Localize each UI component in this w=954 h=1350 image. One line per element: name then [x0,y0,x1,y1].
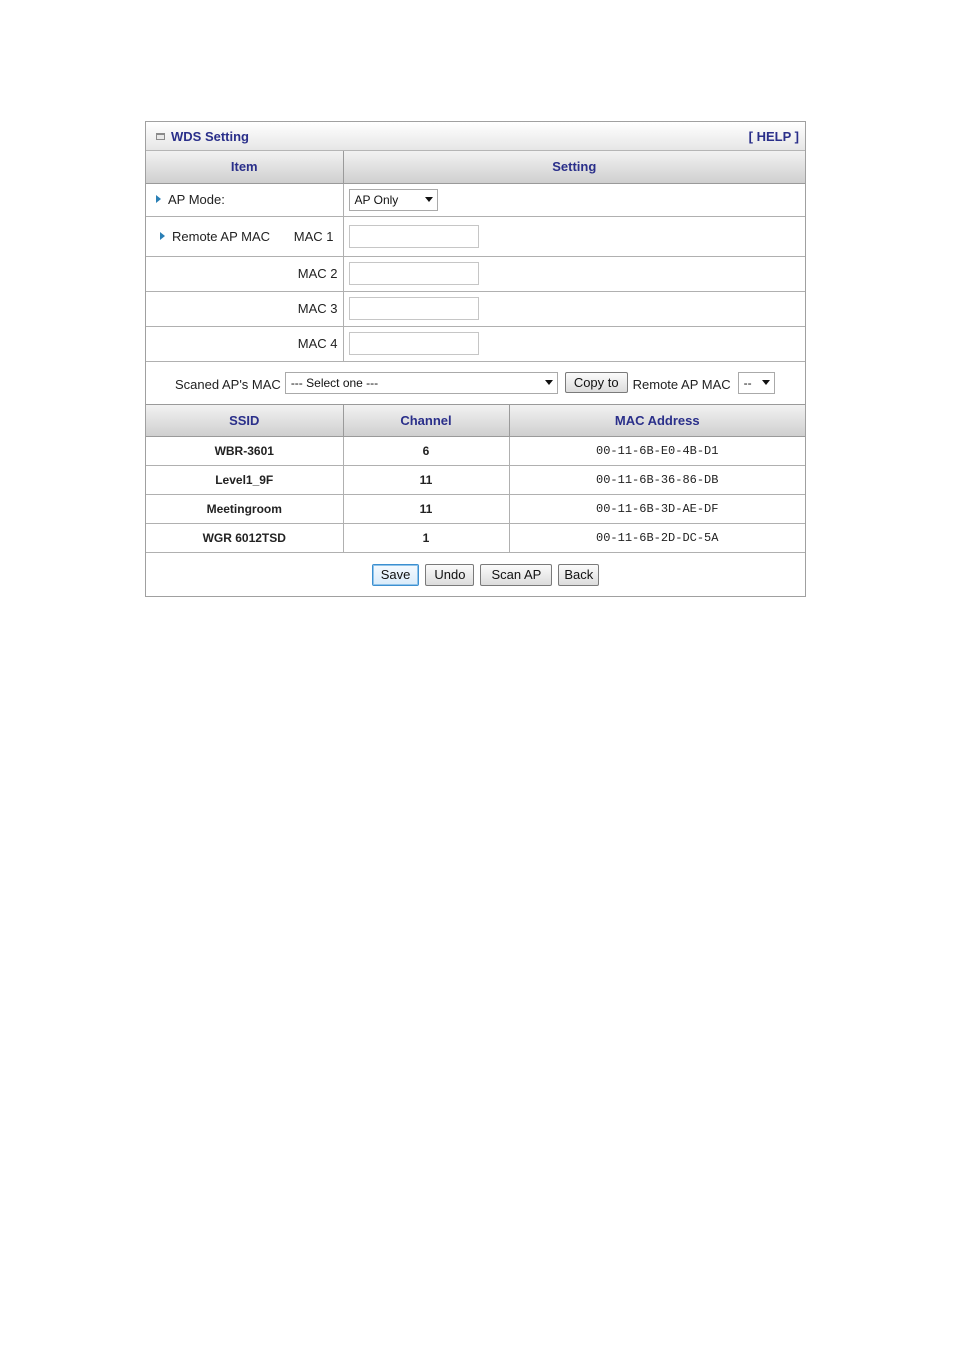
channel-cell: 11 [343,495,509,524]
copy-to-button[interactable]: Copy to [565,372,628,393]
table-row[interactable] [146,437,805,466]
action-button-bar [146,553,805,596]
help-link[interactable]: [ HELP ] [748,128,799,144]
ap-mode-row [146,183,805,216]
panel-title: WDS Setting [171,128,249,144]
scaned-ap-mac-label: Scaned AP's MAC [175,377,281,392]
window-icon [156,133,165,140]
mac2-row [146,256,805,291]
column-header-channel: Channel [343,405,509,437]
scan-ap-button[interactable]: Scan AP [480,564,552,586]
scaned-ap-select[interactable] [285,372,558,394]
ap-mode-label: AP Mode: [168,192,225,207]
arrow-right-icon [156,195,161,203]
table-row[interactable] [146,495,805,524]
table-row[interactable] [146,466,805,495]
mac-cell: 00-11-6B-3D-AE-DF [509,495,805,524]
remote-ap-mac-label: Remote AP MAC [172,228,271,244]
ssid-cell: WBR-3601 [146,437,343,466]
mac3-row [146,291,805,326]
wds-setting-panel [145,121,806,597]
ssid-cell: Level1_9F [146,466,343,495]
scan-select-row [146,362,805,405]
mac3-label: MAC 3 [297,301,338,316]
remote-ap-mac-target-label: Remote AP MAC [632,377,731,392]
save-button[interactable]: Save [372,564,420,586]
mac2-input[interactable] [349,262,479,285]
mac1-input[interactable] [349,225,479,248]
settings-table [146,151,805,362]
column-header-item: Item [146,151,343,183]
channel-cell: 6 [343,437,509,466]
mac-cell: 00-11-6B-36-86-DB [509,466,805,495]
mac-cell: 00-11-6B-2D-DC-5A [509,524,805,553]
column-header-mac-address: MAC Address [509,405,805,437]
channel-cell: 11 [343,466,509,495]
mac4-input[interactable] [349,332,479,355]
remote-ap-mac-select[interactable] [738,372,775,394]
ssid-cell: Meetingroom [146,495,343,524]
undo-button[interactable]: Undo [425,564,474,586]
chevron-down-icon [545,380,553,385]
mac4-label: MAC 4 [297,336,338,351]
ap-mode-select[interactable] [349,189,438,211]
remote-ap-mac-select-value: -- [743,375,752,390]
mac-cell: 00-11-6B-E0-4B-D1 [509,437,805,466]
scaned-ap-select-value: --- Select one --- [290,375,379,390]
table-row[interactable] [146,524,805,553]
chevron-down-icon [425,197,433,202]
panel-title-bar [146,122,805,151]
ssid-cell: WGR 6012TSD [146,524,343,553]
back-button[interactable]: Back [558,564,599,586]
ap-mode-value: AP Only [354,192,399,207]
column-header-setting: Setting [343,151,805,183]
mac1-row [146,216,805,256]
mac3-input[interactable] [349,297,479,320]
channel-cell: 1 [343,524,509,553]
scanned-ap-table [146,405,805,554]
mac2-label: MAC 2 [297,266,338,281]
chevron-down-icon [762,380,770,385]
column-header-ssid: SSID [146,405,343,437]
mac4-row [146,326,805,361]
arrow-right-icon [160,232,165,240]
mac1-label: MAC 1 [293,228,334,244]
